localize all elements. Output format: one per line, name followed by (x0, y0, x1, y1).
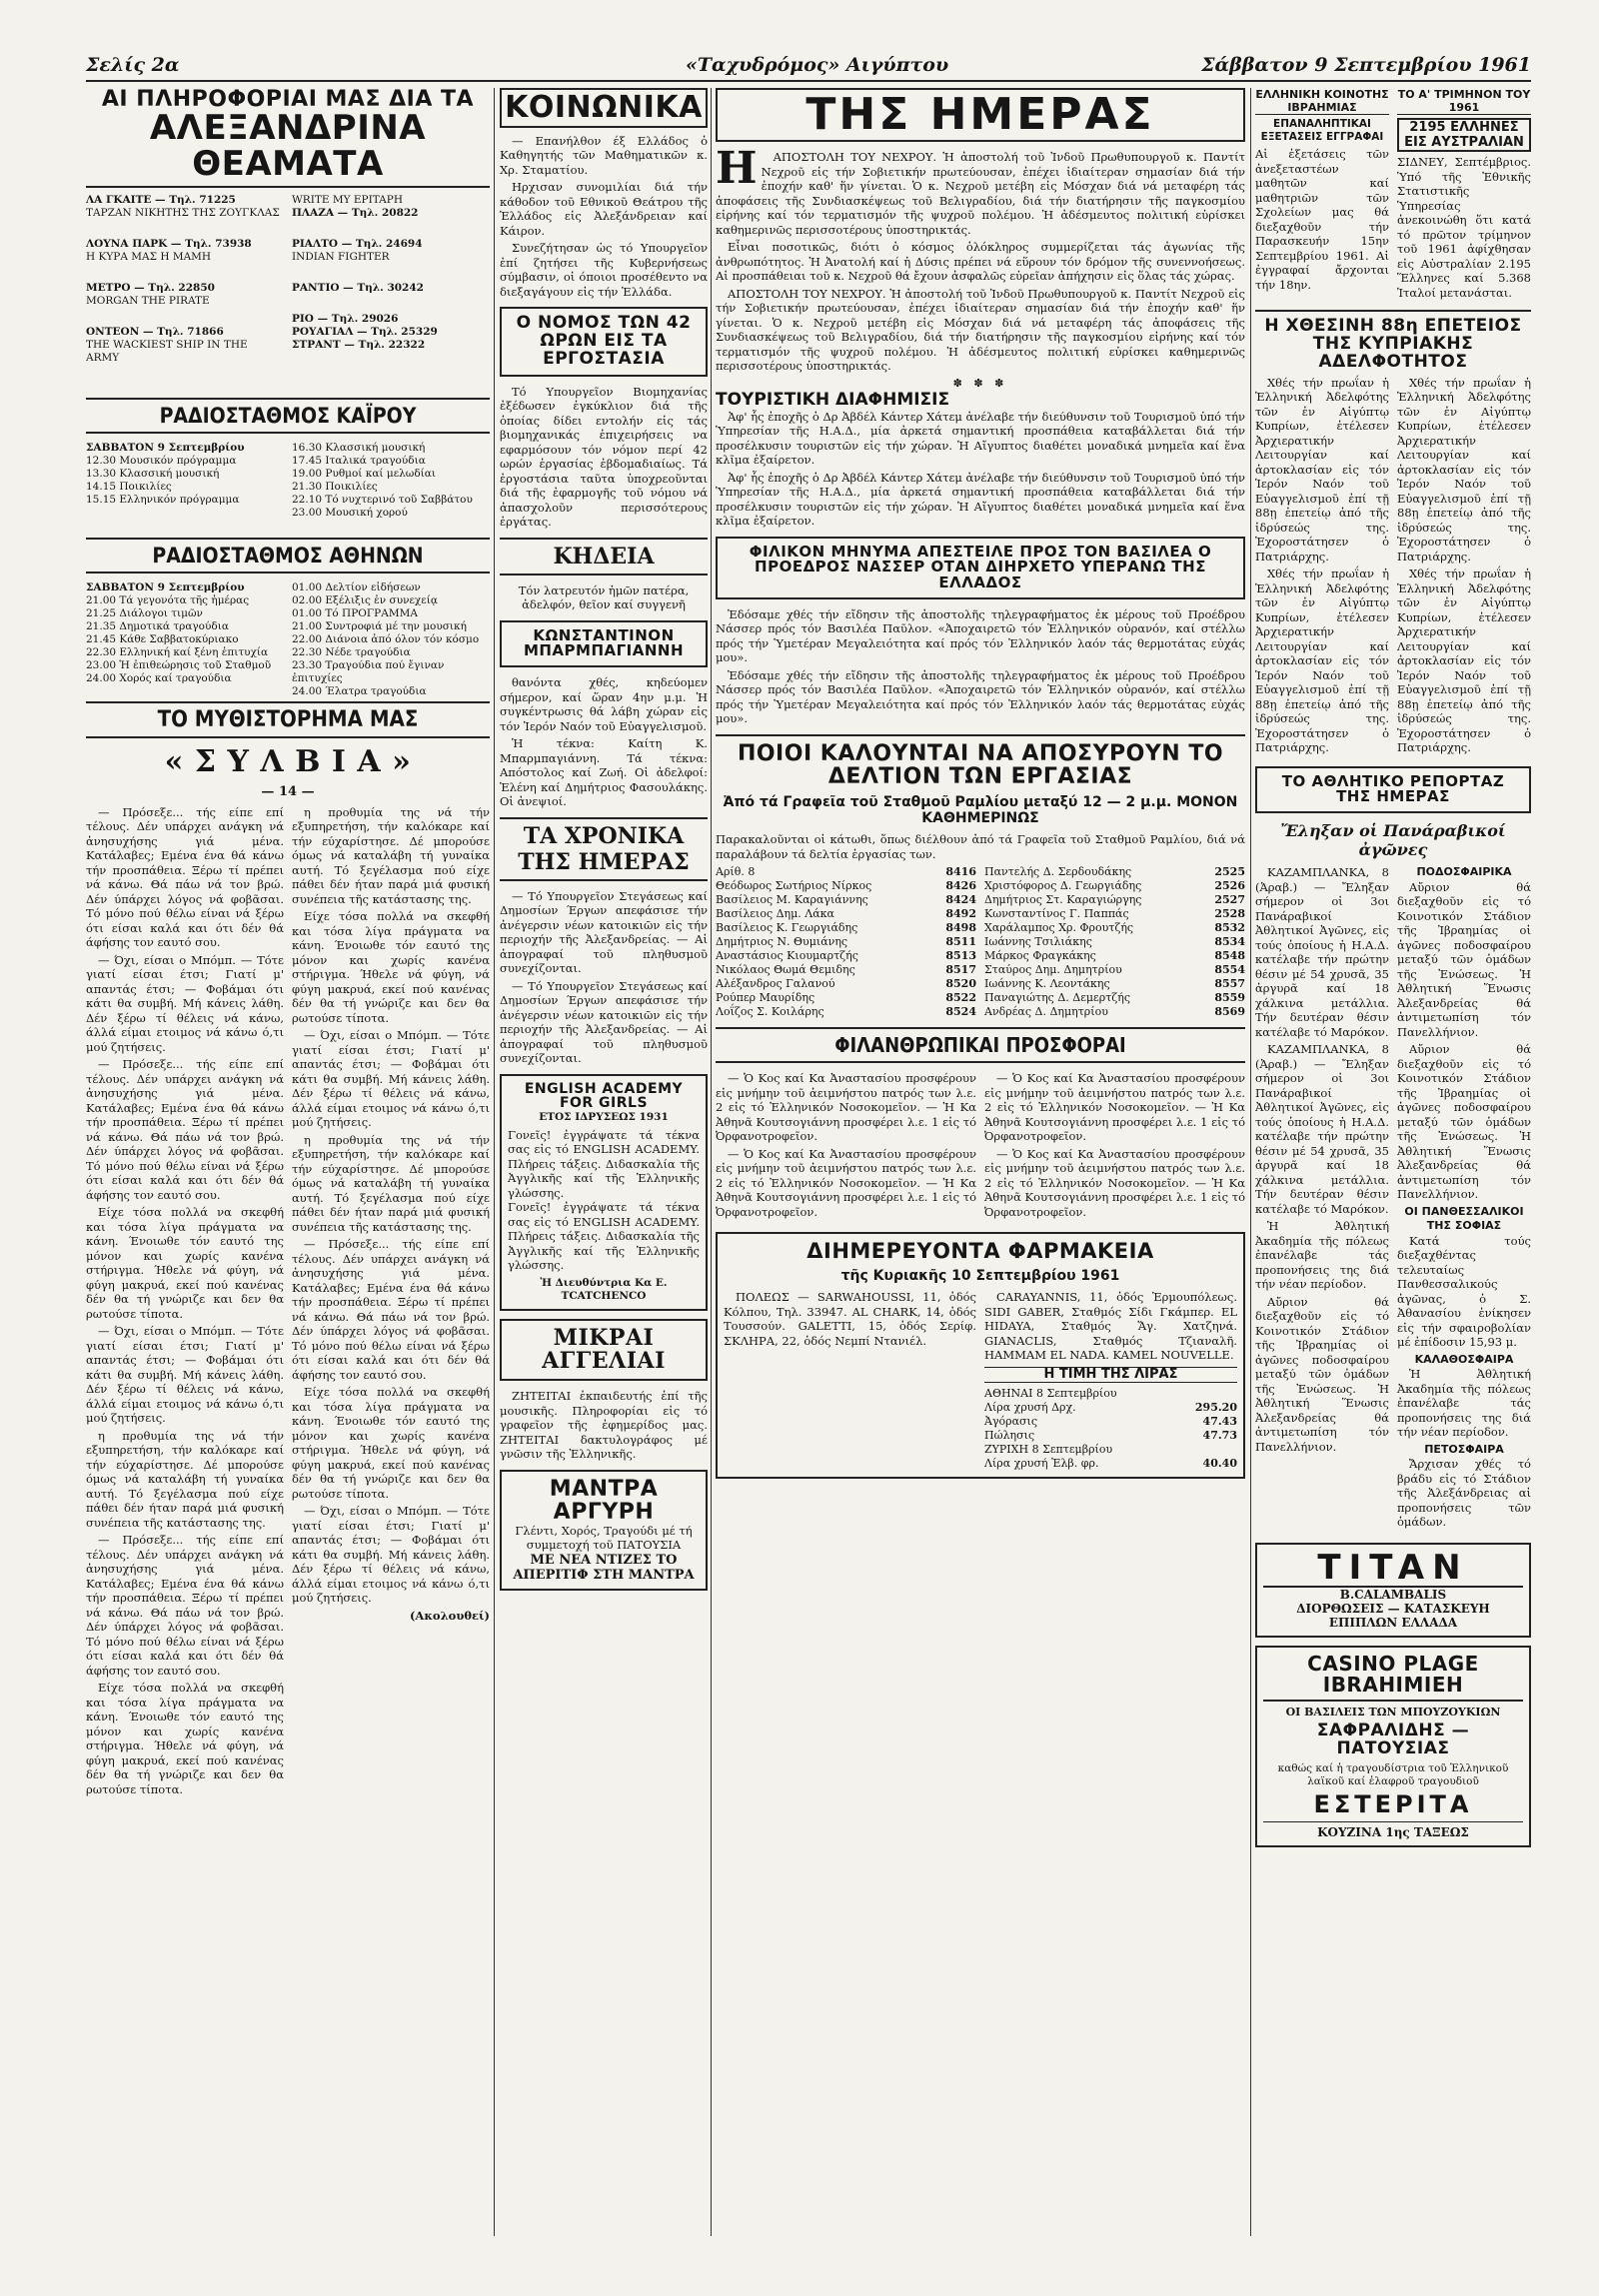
novel-column-left (86, 805, 284, 1800)
novel-section-title: ΤΟ ΜΥΘΙΣΤΟΡΗΜΑ ΜΑΣ (86, 701, 490, 738)
pound-price-row-value: 295.20 (1194, 1401, 1237, 1415)
cinema-entry: ΤΑΡΖΑΝ ΝΙΚΗΤΗΣ ΤΗΣ ΖΟΥΓΚΛΑΣ (86, 207, 280, 220)
sports-paragraph: Αὔριον θά διεξαχθοῦν εἰς τό Κοινοτικόν Στάδιον τῆς Ἰβραημίας οἱ ἀγῶνες ποδοσφαίρου μεταξύ τῶν ὁμάδων τῆς Ἐνώσεως. Ἡ Ἀθλητική Ἕνωσις Ἀλεξανδρείας θά ἀντιμετωπίση τόν Πανελλήνιον. (1255, 1294, 1389, 1454)
radio-cairo-schedule (86, 442, 490, 530)
cyprus-paragraph: Χθές τήν πρωΐαν ἡ Ἑλληνική Ἀδελφότης τῶν ἐν Αἰγύπτῳ Κυπρίων, ἐτέλεσεν Ἀρχιερατικήν Λειτουργίαν καί ἀρτοκλασίαν εἰς τόν Ἱερόν Ναόν τοῦ Εὐαγγελισμοῦ ἐπί τῇ 88ῃ ἐπετείῳ ἀπό τῆς ἱδρύσεώς της. Ἐχοροστάτησεν ὁ Πατριάρχης. (1255, 375, 1389, 564)
worker-row (716, 977, 976, 991)
sports-paragraph: Αὔριον θά διεξαχθοῦν εἰς τό Κοινοτικόν Στάδιον τῆς Ἰβραημίας οἱ ἀγῶνες ποδοσφαίρου μεταξύ τῶν ὁμάδων τῆς Ἐνώσεως. Ἡ Ἀθλητική Ἕνωσις Ἀλεξανδρείας θά ἀντιμετωπίση τόν Πανελλήνιον. (1397, 1042, 1531, 1202)
titan-ad (1255, 1543, 1531, 1639)
novel-paragraph: η προθυμία της νά τήν εξυπηρετήση, τήν καλόκαρε καί τήν εύχαρίστησε. Δέ μπορούσε όμως νά καταλάβη τή γυναίκα αυτή. Τό ξεγέλασμα πού είχε πάθει δέν ήταν παρά μιά φυσική συνέπεια τῆς κατάστασης της. (86, 1428, 284, 1530)
sports-paragraph: Αὔριον θά διεξαχθοῦν εἰς τό Κοινοτικόν Στάδιον τῆς Ἰβραημίας οἱ ἀγῶνες ποδοσφαίρου μεταξύ τῶν ὁμάδων τῆς Ἐνώσεως. Ἡ Ἀθλητική Ἕνωσις Ἀλεξανδρείας θά ἀντιμετωπίση τόν Πανελλήνιον. (1397, 879, 1531, 1039)
sports-paragraph: Κατά τούς διεξαχθέντας τελευταίως Πανθεσσαλικούς ἀγῶνας, ὁ Σ. Ἀθανασίου ἐνίκησεν εἰς τήν σφαιροβολίαν μέ ἐπίδοσιν 15,93 μ. (1397, 1233, 1531, 1350)
law-paragraph: Τό Υπουργεῖον Βιομηχανίας ἐξέδωσεν ἐγκύκλιον διά τῆς ὁποίας δίδει εντολήν εἰς τάς βιομηχανικάς ἐπιχειρήσεις να εφαρμόσουν τόν νόμον περί 42 ωρών ἐργασίας ἐβδομαδιαίως. Τά ἐργοστάσια ταῦτα ὑποχρεοῦνται διά τῆς ἐφαρμογῆς τοῦ νόμου νά ἀπασχολοῦν περισσότερους ἐργάτας. (500, 384, 708, 530)
charity-title: ΦΙΛΑΝΘΡΩΠΙΚΑΙ ΠΡΟΣΦΟΡΑΙ (716, 1027, 1245, 1063)
novel-part: — 14 — (261, 783, 315, 799)
worker-row-label: Παναγιώτης Δ. Δεμερτζής (984, 991, 1131, 1005)
worker-row-value: 8513 (945, 949, 976, 963)
australia-news (1397, 88, 1531, 300)
worker-row-label: Παντελής Δ. Σερδουδάκης (984, 865, 1132, 879)
social-title: ΚΟΙΝΩΝΙΚΑ (500, 88, 708, 128)
worker-row-label: Χριστόφορος Δ. Γεωργιάδης (984, 879, 1142, 893)
worker-row-value: 8554 (1214, 963, 1245, 977)
pound-price-row-label: Ἀγόρασις (984, 1415, 1038, 1429)
headline-theatres: ΑΛΕΞΑΝΔΡΙΝΑ ΘΕΑΜΑΤΑ (86, 111, 490, 188)
cyprus-paragraph: Χθές τήν πρωΐαν ἡ Ἑλληνική Ἀδελφότης τῶν ἐν Αἰγύπτῳ Κυπρίων, ἐτέλεσεν Ἀρχιερατικήν Λειτουργίαν καί ἀρτοκλασίαν εἰς τόν Ἱερόν Ναόν τοῦ Εὐαγγελισμοῦ ἐπί τῇ 88ῃ ἐπετείῳ ἀπό τῆς ἱδρύσεώς της. Ἐχοροστάτησεν ὁ Πατριάρχης. (1397, 375, 1531, 564)
charity-paragraph: — Ὁ Κος καί Κα Ἀναστασίου προσφέρουν εἰς μνήμην τοῦ ἀειμνήστου πατρός των λ.ε. 2 εἰς τό Ἑλληνικόν Νοσοκομεῖον. — Ἡ Κα Ἀθηνᾶ Κουτσογιάννη προσφέρει λ.ε. 1 εἰς τό Ὀρφανοτροφεῖον. (984, 1146, 1245, 1219)
radio-item: 19.00 Ρυθμοί καί μελωδίαι (292, 468, 437, 481)
worker-row-label: Σταύρος Δημ. Δημητρίου (984, 963, 1122, 977)
worker-row-value: 8492 (945, 907, 976, 921)
radio-cairo-left (86, 442, 284, 530)
sports-left (1255, 865, 1389, 1533)
english-academy-title: ENGLISH ACADEMY FOR GIRLS (524, 1080, 684, 1112)
australia-text: ΣΙΔΝΕΥ, Σεπτέμβριος. Ὑπό τῆς Ἐθνικῆς Στατιστικῆς Ὑπηρεσίας ἀνεκοινώθη ὅτι κατά τό πρῶτον τρίμηνον τοῦ 1961 ἀφίχθησαν εἰς Αὐστραλίαν 2.195 Ἕλληνες καί 5.368 Ἰταλοί μετανάσται. (1397, 155, 1531, 300)
radio-athens-left (86, 581, 284, 693)
novel-paragraph: Είχε τόσα πολλά να σκεφθή και τόσα λίγα πράγματα να κάνη. Ένοιωθε τόν εαυτό της μόνον και χωρίς κανένα στήριγμα. Ήθελε νά φύγη, νά φύγη μακρυά, εκεί πού κανένας δέν θα τή γνώριζε και δεν θα ρωτούσε τίποτα. (86, 1205, 284, 1321)
worker-row (716, 907, 976, 921)
pound-price-title: Η ΤΙΜΗ ΤΗΣ ΛΙΡΑΣ (984, 1367, 1237, 1384)
titan-text: ΔΙΟΡΘΩΣΕΙΣ — ΚΑΤΑΣΚΕΥΗ ΕΠΙΠΛΩΝ ΕΛΛΑΔΑ (1296, 1602, 1490, 1631)
worker-row-value: 8498 (945, 921, 976, 935)
radio-item: 21.35 Δημοτικά τραγούδια (86, 620, 229, 633)
worker-row-value: 8520 (945, 977, 976, 991)
casino-ad (1255, 1646, 1531, 1847)
worker-row-value: 8534 (1214, 935, 1245, 949)
mandra-text: Γλέντι, Χορός, Τραγούδι μέ τή συμμετοχή τοῦ ΠΑΤΟΥΣΙΑ (515, 1523, 693, 1553)
worker-row-value: 2525 (1214, 865, 1245, 879)
sports-headline: ΤΟ ΑΘΛΗΤΙΚΟ ΡΕΠΟΡΤΑΖ ΤΗΣ ΗΜΕΡΑΣ (1255, 766, 1531, 814)
worker-row-label: Αλέξανδρος Γαλανού (716, 977, 835, 991)
pound-price-row-value: 47.43 (1202, 1415, 1237, 1429)
radio-item: 17.45 Ιταλικά τραγούδια (292, 455, 426, 468)
worker-row-label: Μάρκος Φραγκάκης (984, 949, 1096, 963)
radio-item: 21.00 Συντροφιά μέ την μουσική (292, 620, 467, 633)
english-academy-ad (500, 1074, 708, 1311)
worker-row-label: Ιωάννης Τσιλιάκης (984, 935, 1092, 949)
workers-list (716, 865, 1245, 1019)
worker-row (716, 1005, 976, 1019)
tourism-paragraph: Ἀφ' ἧς ἐποχῆς ὁ Δρ Ἀβδέλ Κάντερ Χάτεμ ἀνέλαβε τήν διεύθυνσιν τοῦ Τουρισμοῦ ὑπό τήν Ὑπηρεσίαν τῆς Η.Α.Δ., μία ἀρκετά σημαντική προσπάθεια καταβάλλεται διά τήν προσέλκυσιν τουριστῶν εἰς τήν χώραν. Ἡ Αἴγυπτος διαθέτει μοναδικά μνημεῖα καί ἕνα κλῖμα ἐξαίρετον. (716, 470, 1245, 529)
worker-row-label: Δημήτριος Στ. Καραγιώργης (984, 893, 1142, 907)
law-headline: Ο ΝΟΜΟΣ ΤΩΝ 42 ΩΡΩΝ ΕΙΣ ΤΑ ΕΡΓΟΣΤΑΣΙΑ (500, 307, 708, 377)
worker-row-label: Χαράλαμπος Χρ. Φρουτζής (984, 921, 1134, 935)
pharmacy-paragraph: ΠΟΛΕΩΣ — SARWAHOUSSI, 11, ὁδός Κόλπου, Τηλ. 33947. AL CHARK, 14, ὁδός Τουσσούν. GALETTI, 15, ὁδός Σερίφ. ΣΚΛΗΡΑ, 22, ὁδός Νεμπί Ντανιέλ. (724, 1290, 976, 1348)
radio-item: 15.15 Ελληνικόν πρόγραμμα (86, 494, 240, 507)
nasser-paragraph: Ἐδόσαμε χθές τήν εἴδησιν τῆς ἀποστολῆς τηλεγραφήματος ἐκ μέρους τοῦ Προέδρου Νάσσερ πρός τόν Βασιλέα Παῦλον. «Ἀποχαιρετῶ τόν Ἑλληνικόν οὐρανόν, καί στέλλω πρός τήν Ὑμετέραν Μεγαλειότητα καί πρός τόν Ἑλληνικόν λαόν τάς θερμοτάτας εὐχάς μου». (716, 606, 1245, 665)
worker-row (984, 893, 1245, 907)
worker-row (984, 977, 1245, 991)
cinema-entry: ΠΛΑΖΑ — Τηλ. 20822 (292, 207, 419, 220)
radio-item: 21.00 Τά γεγονότα τῆς ἡμέρας (86, 594, 250, 607)
sports-paragraph: Ἡ Ἀθλητική Ἀκαδημία τῆς πόλεως ἐπανέλαβε τάς προπονήσεις της διά τήν νέαν περίοδον. (1397, 1367, 1531, 1440)
novel-paragraph: — Όχι, είσαι ο Μπόμπ. — Τότε γιατί είσαι έτσι; Γιατί μ' απαντάς έτσι; — Φοβάμαι ότι κάτι θα συμβή. Μή κάνεις λάθη. Δέν ξέρω τί θέλεις νά κάνω, άλλά είμαι ετοιμος νά κάνω ό,τι μού ζητήσεις. (292, 1028, 490, 1130)
ibrahimia-community (1255, 88, 1389, 300)
cinema-entry: ΛΑ ΓΚΑΙΤΕ — Τηλ. 71225 (86, 194, 236, 207)
worker-row (984, 865, 1245, 879)
pharmacy-title: ΔΙΗΜΕΡΕΥΟΝΤΑ ΦΑΡΜΑΚΕΙΑ (806, 1239, 1154, 1264)
pharmacy-right (984, 1290, 1237, 1471)
small-ads-title: ΜΙΚΡΑΙ ΑΓΓΕΛΙΑΙ (500, 1319, 708, 1381)
chronicles-paragraph: — Τό Υπουργεῖον Στεγάσεως καί Δημοσίων Έργων απεφάσισε τήν ἀνέγερσιν νέων κατοικιῶν εἰς τήν περιοχήν τῆς Ἀλεξανδρείας. — Αἱ ἀπογραφαί τοῦ πληθυσμοῦ συνεχίζονται. (500, 888, 708, 976)
english-academy-text: Γονεῖς! ἐγγράψατε τά τέκνα σας εἰς τό ENGLISH ACADEMY. Πλήρεις τάξεις. Διδασκαλία τῆς Ἀγγλικῆς καί τῆς Ἑλληνικῆς γλώσσης. (508, 1127, 700, 1200)
radio-item: ΣΑΒΒΑΤΟΝ 9 Σεπτεμβρίου (86, 581, 245, 594)
worker-row-value: 8559 (1214, 991, 1245, 1005)
worker-row (984, 935, 1245, 949)
radio-item: 21.45 Κάθε Σαββατοκύριακο (86, 633, 239, 646)
charity-paragraph: — Ὁ Κος καί Κα Ἀναστασίου προσφέρουν εἰς μνήμην τοῦ ἀειμνήστου πατρός των λ.ε. 2 εἰς τό Ἑλληνικόν Νοσοκομεῖον. — Ἡ Κα Ἀθηνᾶ Κουτσογιάννη προσφέρει λ.ε. 1 εἰς τό Ὀρφανοτροφεῖον. (984, 1071, 1245, 1144)
novel-paragraph: — Πρόσεξε... τής είπε επί τέλους. Δέν υπάρχει ανάγκη νά ἀνησυχήσης γιά μένα. Κατάλαβες; Εμένα ένα θά κάνω τήν προσπάθεια. Ξέρω τί πρέπει νά κάνω. Θά πάω νά τον βρώ. Δέν ύπάρχει λόγος νά φοβᾶσαι. Τό μόνο πού θέλω είναι νά ξέρω ότι είσαι καλά και ότι δέν θά άφήσης τον εαυτό σου. (292, 1237, 490, 1382)
law-body (500, 385, 708, 530)
sports-right (1397, 865, 1531, 1533)
radio-item: 23.00 Ἡ ἐπιθεώρησις τοῦ Σταθμοῦ (86, 659, 272, 672)
tourism-paragraph: Ἀφ' ἧς ἐποχῆς ὁ Δρ Ἀβδέλ Κάντερ Χάτεμ ἀνέλαβε τήν διεύθυνσιν τοῦ Τουρισμοῦ ὑπό τήν Ὑπηρεσίαν τῆς Η.Α.Δ., μία ἀρκετά σημαντική προσπάθεια καταβάλλεται διά τήν προσέλκυσιν τουριστῶν εἰς τήν χώραν. Ἡ Αἴγυπτος διαθέτει μοναδικά μνημεῖα καί ἕνα κλῖμα ἐξαίρετον. (716, 409, 1245, 468)
radio-item: 12.30 Μουσικόν πρόγραμμα (86, 455, 237, 468)
nasser-body (716, 607, 1245, 726)
cinema-listings (86, 194, 490, 390)
worker-row-label: Βασίλειος Κ. Γεωργιάδης (716, 921, 858, 935)
worker-row-value: 2526 (1214, 879, 1245, 893)
cinema-entry: INDIAN FIGHTER (292, 251, 390, 264)
radio-item: 23.30 Τραγούδια πού ἔγιναν ἐπιτυχίες (292, 659, 445, 685)
charity-left (716, 1071, 976, 1222)
funeral-body (500, 675, 708, 809)
worker-row (716, 921, 976, 935)
radio-item: 14.15 Ποικιλίες (86, 481, 172, 494)
funeral-title: ΚΗΔΕΙΑ (500, 538, 708, 575)
cyprus-headline: Η ΧΘΕΣΙΝΗ 88η ΕΠΕΤΕΙΟΣ ΤΗΣ ΚΥΠΡΙΑΚΗΣ ΑΔΕΛΦΟΤΗΤΟΣ (1255, 310, 1531, 372)
worker-row-label: Λοΐζος Σ. Κοιλάρης (716, 1005, 824, 1019)
worker-row-label: Αναστάσιος Κιουμαρτζής (716, 949, 858, 963)
worker-row-value: 8424 (945, 893, 976, 907)
novel-paragraph: — Όχι, είσαι ο Μπόμπ. — Τότε γιατί είσαι έτσι; Γιατί μ' απαντάς έτσι; — Φοβάμαι ότι κάτι θα συμβή. Μή κάνεις λάθη. Δέν ξέρω τί θέλεις νά κάνω, άλλά είμαι ετοιμος νά κάνω ό,τι μού ζητήσεις. (86, 1324, 284, 1426)
radio-item: ΣΑΒΒΑΤΟΝ 9 Σεπτεμβρίου (86, 442, 245, 455)
cinema-entry: WRITE MY EPITAPH (292, 194, 403, 207)
cinema-entry: ΡΙΑΛΤΟ — Τηλ. 24694 (292, 238, 423, 251)
cinema-list-right (292, 194, 490, 390)
running-header (86, 52, 1531, 82)
pharmacy-paragraph: CARAYANNIS, 11, ὁδός Ἑρμουπόλεως. SIDI GABER, Σταθμός Σίδι Γκάμπερ. EL HIDAYA, Σταθμός Ἅγ. Χατζηνά. GIANACLIS, Σταθμός Τζιαναλῆ. HAMMAM EL NADA. KAMEL NOUVELLE. (984, 1290, 1237, 1363)
worker-row (716, 865, 976, 879)
english-academy-year: ΕΤΟΣ ΙΔΡΥΣΕΩΣ 1931 (539, 1110, 669, 1123)
pound-price-row-value: 40.40 (1202, 1457, 1237, 1471)
of-the-day-title: ΤΗΣ ΗΜΕΡΑΣ (716, 88, 1245, 142)
worker-row-value: 8557 (1214, 977, 1245, 991)
mandra-title: ΜΑΝΤΡΑ ΑΡΓΥΡΗ (549, 1476, 659, 1525)
pound-price-row-label: ΑΘΗΝΑΙ 8 Σεπτεμβρίου (984, 1387, 1117, 1401)
social-body (500, 134, 708, 300)
radio-item: 02.00 Εξέλιξις ἐν συνεχείᾳ (292, 594, 438, 607)
casino-subtitle: ΟΙ ΒΑΣΙΛΕΙΣ ΤΩΝ ΜΠΟΥΖΟΥΚΙΩΝ (1285, 1706, 1501, 1720)
cinema-entry: Η ΚΥΡΑ ΜΑΣ Η ΜΑΜΗ (86, 251, 212, 264)
chronicles-body (500, 889, 708, 1066)
radio-item: 21.30 Ποικιλίες (292, 481, 378, 494)
social-paragraph: — Επανήλθον έξ Ελλάδος ὁ Καθηγητής τῶν Μαθηματικῶν κ. Χρ. Σταματίου. (500, 133, 708, 177)
worker-row-value: 8548 (1214, 949, 1245, 963)
novel-paragraph: Είχε τόσα πολλά να σκεφθή και τόσα λίγα πράγματα να κάνη. Ένοιωθε τόν εαυτό της μόνον και χωρίς κανένα στήριγμα. Ήθελε νά φύγη, νά φύγη μακρυά, εκεί πού κανένας δέν θα τή γνώριζε και δεν θα ρωτούσε τίποτα. (86, 1681, 284, 1796)
radio-item: 22.30 Ελληνική καί ξένη ἐπιτυχία (86, 646, 269, 659)
funeral-family: Ἡ τέκνα: Καίτη Κ. Μπαρμπαγιάννη. Τά τέκνα: Απόστολος καί Ζωή. Οἱ ἀδελφοί: Ἑλένη καί Δημήτριος Φασουλάκης. Οἱ ἀνεψιοί. (500, 736, 708, 809)
article-paragraph: Εἶναι ποσοτικῶς, διότι ὁ κόσμος ὁλόκληρος συμμερίζεται τάς ἀγωνίας τῆς ἀνθρωπότητος. Ἡ Ἀνατολή καί ἡ Δύσις πρέπει νά εὕρουν τόν δρόμον τῆς συνεννοήσεως. Αἱ προσπάθειαι τοῦ κ. Νεχροῦ θά ἔχουν ἀσφαλῶς εὐρεῖαν ἀπήχησιν εἰς ὅλας τάς χώρας. (716, 240, 1245, 284)
social-paragraph: Ηρχισαν συνομιλίαι διά τήν κάθοδον τοῦ Εθνικοῦ Θεάτρου τῆς Ἑλλάδος εἰς Ἀλεξάνδρειαν καί Κάιρον. (500, 180, 708, 238)
separator: ✽ ✽ ✽ (952, 376, 1008, 390)
cyprus-paragraph: Χθές τήν πρωΐαν ἡ Ἑλληνική Ἀδελφότης τῶν ἐν Αἰγύπτῳ Κυπρίων, ἐτέλεσεν Ἀρχιερατικήν Λειτουργίαν καί ἀρτοκλασίαν εἰς τόν Ἱερόν Ναόν τοῦ Εὐαγγελισμοῦ ἐπί τῇ 88ῃ ἐπετείῳ ἀπό τῆς ἱδρύσεώς της. Ἐχοροστάτησεν ὁ Πατριάρχης. (1255, 567, 1389, 755)
worker-row (716, 893, 976, 907)
novel-paragraph: — Πρόσεξε... τής είπε επί τέλους. Δέν υπάρχει ανάγκη νά ἀνησυχήσης γιά μένα. Κατάλαβες; Εμένα ένα θά κάνω τήν προσπάθεια. Ξέρω τί πρέπει νά κάνω. Θά πάω νά τον βρώ. Δέν ύπάρχει λόγος νά φοβᾶσαι. Τό μόνο πού θέλω είναι νά ξέρω ότι είσαι καλά και ότι δέν θά άφήσης τον εαυτό σου. (86, 1057, 284, 1202)
pound-price-row (984, 1443, 1237, 1457)
cinema-entry: ΡΟΥΑΓΙΑΛ — Τηλ. 25329 (292, 326, 438, 339)
worker-row-value: 8569 (1214, 1005, 1245, 1019)
funeral-intro: Τόν λατρευτόν ἡμῶν πατέρα, ἀδελφόν, θεῖον καί συγγενῆ (518, 582, 690, 612)
novel-paragraph: — Όχι, είσαι ο Μπόμπ. — Τότε γιατί είσαι έτσι; Γιατί μ' απαντάς έτσι; — Φοβάμαι ότι κάτι θα συμβή. Μή κάνεις λάθη. Δέν ξέρω τί θέλεις νά κάνω, άλλά είμαι ετοιμος νά κάνω ό,τι μού ζητήσεις. (292, 1504, 490, 1606)
cyprus-right (1397, 376, 1531, 758)
cyprus-paragraph: Χθές τήν πρωΐαν ἡ Ἑλληνική Ἀδελφότης τῶν ἐν Αἰγύπτῳ Κυπρίων, ἐτέλεσεν Ἀρχιερατικήν Λειτουργίαν καί ἀρτοκλασίαν εἰς τόν Ἱερόν Ναόν τοῦ Εὐαγγελισμοῦ ἐπί τῇ 88ῃ ἐπετείῳ ἀπό τῆς ἱδρύσεώς της. Ἐχοροστάτησεν ὁ Πατριάρχης. (1397, 567, 1531, 755)
radio-item: 24.00 Έλατρα τραγούδια (292, 685, 427, 698)
worker-row-label: Δημήτριος Ν. Θυμιάνης (716, 935, 848, 949)
radio-item: 24.00 Χορός καί τραγούδια (86, 672, 232, 685)
sports-paragraph: Ἡ Ἀθλητική Ἀκαδημία τῆς πόλεως ἐπανέλαβε τάς προπονήσεις της διά τήν νέαν περίοδον. (1255, 1219, 1389, 1292)
worker-row (984, 907, 1245, 921)
radio-athens-right (292, 581, 490, 698)
charity-paragraph: — Ὁ Κος καί Κα Ἀναστασίου προσφέρουν εἰς μνήμην τοῦ ἀειμνήστου πατρός των λ.ε. 2 εἰς τό Ἑλληνικόν Νοσοκομεῖον. — Ἡ Κα Ἀθηνᾶ Κουτσογιάννη προσφέρει λ.ε. 1 εἰς τό Ὀρφανοτροφεῖον. (716, 1071, 976, 1144)
funeral-name: ΚΩΝΣΤΑΝΤΙΝΟΝ ΜΠΑΡΜΠΑΓΙΑΝΝΗ (500, 620, 708, 668)
column-rule (494, 88, 495, 2236)
workers-list-right (984, 865, 1245, 1019)
pound-price-row-label: Λίρα χρυσή Δρχ. (984, 1401, 1076, 1415)
sports-subsection-title: ΚΑΛΑΘΟΣΦΑΙΡΑ (1414, 1352, 1514, 1366)
sports-subsection-title: ΠΕΤΟΣΦΑΙΡΑ (1424, 1442, 1504, 1456)
headline-info: ΑΙ ΠΛΗΡΟΦΟΡΙΑΙ ΜΑΣ ΔΙΑ ΤΑ (101, 88, 475, 112)
nasser-headline: ΦΙΛΙΚΟΝ ΜΗΝΥΜΑ ΑΠΕΣΤΕΙΛΕ ΠΡΟΣ ΤΟΝ ΒΑΣΙΛΕΑ Ο ΠΡΟΕΔΡΟΣ ΝΑΣΣΕΡ ΟΤΑΝ ΔΙΗΡΧΕΤΟ ΥΠΕΡΑΝΩ ΤΗΣ ΕΛΛΑΔΟΣ (716, 537, 1245, 599)
column-of-the-day (716, 88, 1245, 1487)
cinema-entry: ΟΝΤΕΟΝ — Τηλ. 71866 (86, 326, 224, 339)
novel-column-right (292, 805, 490, 1800)
casino-artists: ΣΑΦΡΑΛΙΔΗΣ — ΠΑΤΟΥΣΙΑΣ (1316, 1721, 1470, 1759)
small-ads-body (500, 1389, 708, 1462)
worker-row-label: Ανδρέας Δ. Δημητρίου (984, 1005, 1108, 1019)
worker-row-value: 8517 (945, 963, 976, 977)
pound-price-row (984, 1457, 1237, 1471)
charity-right (984, 1071, 1245, 1222)
worker-row-label: Αρίθ. 8 (716, 865, 756, 879)
pound-price-row-label: ΖΥΡΙΧΗ 8 Σεπτεμβρίου (984, 1443, 1113, 1457)
nehru-article (716, 143, 1245, 374)
pharmacy-list (724, 1290, 1237, 1471)
dropcap: Η (716, 143, 758, 195)
worker-row-value: 2528 (1214, 907, 1245, 921)
newspaper-name: «Ταχυδρόμος» Αιγύπτου (686, 54, 949, 76)
worker-row (984, 963, 1245, 977)
mandra-sub: ΜΕ ΝΕΑ ΝΤΙΖΕΣ ΤΟ ΑΠΕΡΙΤΙΦ ΣΤΗ ΜΑΝΤΡΑ (513, 1552, 695, 1583)
novel-paragraph: η προθυμία της νά τήν εξυπηρετήση, τήν καλόκαρε καί τήν εύχαρίστησε. Δέ μπορούσε όμως νά καταλάβη τή γυναίκα αυτή. Τό ξεγέλασμα πού είχε πάθει δέν ήταν παρά μιά φυσική συνέπεια τῆς κατάστασης της. (292, 804, 490, 906)
novel-paragraph: — Όχι, είσαι ο Μπόμπ. — Τότε γιατί είσαι έτσι; Γιατί μ' απαντάς έτσι; — Φοβάμαι ότι κάτι θα συμβή. Μή κάνεις λάθη. Δέν ξέρω τί θέλεις νά κάνω, άλλά είμαι ετοιμος νά κάνω ό,τι μού ζητήσεις. (86, 952, 284, 1054)
radio-item: 01.00 Δελτίον εἰδήσεων (292, 581, 421, 594)
nasser-paragraph: Ἐδόσαμε χθές τήν εἴδησιν τῆς ἀποστολῆς τηλεγραφήματος ἐκ μέρους τοῦ Προέδρου Νάσσερ πρός τόν Βασιλέα Παῦλον. «Ἀποχαιρετῶ τόν Ἑλληνικόν οὐρανόν, καί στέλλω πρός τήν Ὑμετέραν Μεγαλειότητα καί πρός τόν Ἑλληνικόν λαόν τάς θερμοτάτας εὐχάς μου». (716, 667, 1245, 726)
novel-body (86, 805, 490, 1800)
tourism-title: ΤΟΥΡΙΣΤΙΚΗ ΔΙΑΦΗΜΙΣΙΣ (716, 389, 950, 410)
column-rule (711, 88, 712, 2236)
titan-owner: B.CALAMBALIS (1339, 1588, 1447, 1603)
ibrahimia-title: ΕΛΛΗΝΙΚΗ ΚΟΙΝΟΤΗΣ ΙΒΡΑΗΜΙΑΣ (1255, 88, 1389, 114)
mandra-ad (500, 1470, 708, 1591)
pound-price-rows (984, 1387, 1237, 1471)
ibrahimia-text: Αἱ ἐξετάσεις τῶν ἀνεξεταστέων μαθητῶν καί μαθητριῶν τῶν Σχολείων μας θά διεξαχθοῦν τήν Παρασκευήν 15ην Σεπτεμβρίου 1961. Αἱ ἐγγραφαί ἄρχονται τήν 18ην. (1255, 147, 1389, 292)
radio-item: 13.30 Κλασσική μουσική (86, 468, 220, 481)
radio-item: 22.10 Τό νυχτερινό τοῦ Σαββάτου (292, 494, 473, 507)
sports-subsection-title: ΟΙ ΠΑΝΘΕΣΣΑΛΙΚΟΙ ΤΗΣ ΣΟΦΙΑΣ (1404, 1204, 1524, 1233)
worker-row (984, 991, 1245, 1005)
sports-paragraph: ΚΑΖΑΜΠΛΑΝΚΑ, 8 (Ἀραβ.) — Ἔληξαν σήμερον οἱ 3οι Πανάραβικοί Ἀθλητικοί Ἀγῶνες, εἰς τούς ὁποίους ἡ Η.Α.Δ. κατέλαβε τήν πρώτην θέσιν μέ 54 χρυσᾶ, 35 ἀργυρᾶ καί 18 χάλκινα μετάλλια. Τήν δευτέραν θέσιν κατέλαβε τό Μαρόκον. (1255, 865, 1389, 1039)
casino-star: ΕΣΤΕΡΙΤΑ (1313, 1789, 1473, 1818)
radio-item: 21.25 Διάλογοι τιμῶν (86, 607, 203, 620)
worker-row (716, 935, 976, 949)
titan-title: TITAN (1263, 1551, 1523, 1589)
novel-paragraph: — Πρόσεξε... τής είπε επί τέλους. Δέν υπάρχει ανάγκη νά ἀνησυχήσης γιά μένα. Κατάλαβες; Εμένα ένα θά κάνω τήν προσπάθεια. Ξέρω τί πρέπει νά κάνω. Θά πάω νά τον βρώ. Δέν ύπάρχει λόγος νά φοβᾶσαι. Τό μόνο πού θέλω είναι νά ξέρω ότι είσαι καλά και ότι δέν θά άφήσης τον εαυτό σου. (86, 1533, 284, 1678)
pound-price-row-value: 47.73 (1202, 1429, 1237, 1443)
australia-sub: 2195 ΕΛΛΗΝΕΣ ΕΙΣ ΑΥΣΤΡΑΛΙΑΝ (1397, 118, 1531, 152)
radio-athens-schedule (86, 581, 490, 698)
tourism-body (716, 410, 1245, 529)
radio-cairo-right (292, 442, 490, 530)
top-boxes (1255, 88, 1531, 300)
charity-paragraph: — Ὁ Κος καί Κα Ἀναστασίου προσφέρουν εἰς μνήμην τοῦ ἀειμνήστου πατρός των λ.ε. 2 εἰς τό Ἑλληνικόν Νοσοκομεῖον. — Ἡ Κα Ἀθηνᾶ Κουτσογιάννη προσφέρει λ.ε. 1 εἰς τό Ὀρφανοτροφεῖον. (716, 1146, 976, 1219)
worker-row-label: Ρούπερ Μαυρίδης (716, 991, 815, 1005)
casino-footer: ΚΟΥΖΙΝΑ 1ης ΤΑΞΕΩΣ (1263, 1821, 1523, 1839)
worker-row (984, 879, 1245, 893)
worker-row-value: 8426 (945, 879, 976, 893)
column-entertainment (86, 88, 490, 1799)
pound-price-row (984, 1429, 1237, 1443)
ibrahimia-sub: ΕΠΑΝΑΛΗΠΤΙΚΑΙ ΕΞΕΤΑΣΕΙΣ ΕΓΓΡΑΦΑΙ (1260, 118, 1384, 143)
sports-paragraph: ΚΑΖΑΜΠΛΑΝΚΑ, 8 (Ἀραβ.) — Ἔληξαν σήμερον οἱ 3οι Πανάραβικοί Ἀθλητικοί Ἀγῶνες, εἰς τούς ὁποίους ἡ Η.Α.Δ. κατέλαβε τήν πρώτην θέσιν μέ 54 χρυσᾶ, 35 ἀργυρᾶ καί 18 χάλκινα μετάλλια. Τήν δευτέραν θέσιν κατέλαβε τό Μαρόκον. (1255, 1042, 1389, 1216)
pharmacy-box (716, 1232, 1245, 1479)
cinema-entry: ΣΤΡΑΝΤ — Τηλ. 22322 (292, 339, 426, 352)
novel-paragraph: η προθυμία της νά τήν εξυπηρετήση, τήν καλόκαρε καί τήν εύχαρίστησε. Δέ μπορούσε όμως νά καταλάβη τή γυναίκα αυτή. Τό ξεγέλασμα πού είχε πάθει δέν ήταν παρά μιά φυσική συνέπεια τῆς κατάστασης της. (292, 1132, 490, 1234)
workers-headline: ΠΟΙΟΙ ΚΑΛΟΥΝΤΑΙ ΝΑ ΑΠΟΣΥΡΟΥΝ ΤΟ ΔΕΛΤΙΟΝ ΤΩΝ ΕΡΓΑΣΙΑΣ (716, 734, 1245, 788)
worker-row (716, 963, 976, 977)
workers-intro: Παρακαλοῦνται οἱ κάτωθι, ὅπως διέλθουν ἀπό τά Γραφεῖα τοῦ Σταθμοῦ Ραμλίου, διά νά παραλάβουν τά δελτία ἐργασίας των. (716, 832, 1245, 861)
worker-row-value: 8532 (1214, 921, 1245, 935)
english-academy-sign: Ἡ Διευθύντρια Κα E. TCATCHENCO (540, 1276, 668, 1302)
worker-row-value: 2527 (1214, 893, 1245, 907)
pharmacy-date: τῆς Κυριακῆς 10 Σεπτεμβρίου 1961 (840, 1268, 1120, 1285)
workers-list-left (716, 865, 976, 1019)
radio-cairo-title: ΡΑΔΙΟΣΤΑΘΜΟΣ ΚΑΪΡΟΥ (86, 398, 490, 434)
novel-continued: (Ακολουθεί) (409, 1608, 490, 1623)
worker-row (984, 1005, 1245, 1019)
column-community-sports (1255, 88, 1531, 1855)
worker-row-label: Ιωάννης Κ. Λεοντάκης (984, 977, 1110, 991)
article-paragraph: ΑΠΟΣΤΟΛΗ ΤΟΥ ΝΕΧΡΟΥ. Ἡ ἀποστολή τοῦ Ἰνδοῦ Πρωθυπουργοῦ κ. Παντίτ Νεχροῦ εἰς τήν Σοβιετικήν πρωτεύουσαν, ἐπέχει ἰδιαίτεραν σημασίαν διά τήν ἐποχήν καθ' ἥν γίνεται. Ὁ κ. Νεχροῦ μετέβη εἰς Μόσχαν διά νά μεταφέρη τάς ἀποφάσεις τῆς Συνδιασκέψεως τοῦ Βελιγραδίου, διά τήν διατήρησιν τῆς παγκοσμίου εἰρήνης καί τόν τερματισμόν τῆς ψυχροῦ πολέμου. Ἡ ἀδέσμευτος πολιτική εὑρίσκει καθημερινῶς περισσοτέρους ὑποστηρικτάς. (716, 286, 1245, 374)
worker-row-label: Βασίλειος Δημ. Λάκα (716, 907, 834, 921)
issue-date: Σάββατον 9 Σεπτεμβρίου 1961 (1201, 54, 1531, 76)
radio-athens-title: ΡΑΔΙΟΣΤΑΘΜΟΣ ΑΘΗΝΩΝ (86, 538, 490, 574)
cinema-entry: THE WACKIEST SHIP IN THE ARMY (86, 339, 248, 365)
radio-item: 01.00 Τό ΠΡΟΓΡΑΜΜΑ (292, 607, 418, 620)
worker-row-value: 8522 (945, 991, 976, 1005)
casino-title: CASINO PLAGE IBRAHIMIEH (1263, 1654, 1523, 1702)
column-rule (1250, 88, 1251, 2236)
worker-row-label: Κωνσταντίνος Γ. Παππάς (984, 907, 1129, 921)
page-number: Σελίς 2α (86, 54, 180, 76)
sports-body (1255, 865, 1531, 1533)
article-paragraph: ΑΠΟΣΤΟΛΗ ΤΟΥ ΝΕΧΡΟΥ. Ἡ ἀποστολή τοῦ Ἰνδοῦ Πρωθυπουργοῦ κ. Παντίτ Νεχροῦ εἰς τήν Σοβιετικήν πρωτεύουσαν, ἐπέχει ἰδιαίτεραν σημασίαν διά τήν ἐποχήν καθ' ἥν γίνεται. Ὁ κ. Νεχροῦ μετέβη εἰς Μόσχαν διά νά μεταφέρη τάς ἀποφάσεις τῆς Συνδιασκέψεως τοῦ Βελιγραδίου, διά τήν διατήρησιν τῆς παγκοσμίου εἰρήνης καί τόν τερματισμόν τῆς ψυχροῦ πολέμου. Ἡ ἀδέσμευτος πολιτική εὑρίσκει καθημερινῶς περισσοτέρους ὑποστηρικτάς. (716, 150, 1245, 237)
radio-item: 23.00 Μουσική χορού (292, 507, 408, 520)
cinema-list-left (86, 194, 284, 390)
worker-row (984, 921, 1245, 935)
pound-price-row-label: Πώλησις (984, 1429, 1035, 1443)
funeral-paragraph: θανόντα χθές, κηδεύομεν σήμερον, καί ὥραν 4ην μ.μ. Ἡ συγκέντρωσις θά λάβη χώραν εἰς τόν Ἱερόν Ναόν τοῦ Εὐαγγελισμοῦ. (500, 675, 708, 733)
novel-paragraph: Είχε τόσα πολλά να σκεφθή και τόσα λίγα πράγματα να κάνη. Ένοιωθε τόν εαυτό της μόνον και χωρίς κανένα στήριγμα. Ήθελε νά φύγη, νά φύγη μακρυά, εκεί πού κανένας δέν θα τή γνώριζε και δεν θα ρωτούσε τίποτα. (292, 909, 490, 1025)
worker-row (716, 879, 976, 893)
pharmacy-left (724, 1290, 976, 1471)
worker-row-label: Βασίλειος Μ. Καραγιάννης (716, 893, 868, 907)
cinema-entry: ΡΑΝΤΙΟ — Τηλ. 30242 (292, 282, 424, 295)
small-ads-paragraph: ΖΗΤΕΙΤΑΙ ἐκπαιδευτής ἐπί τῆς μουσικῆς. Πληροφορίαι εἰς τό γραφεῖον τῆς ἐφημερίδος μας. ΖΗΤΕΙΤΑΙ δακτυλογράφος μέ γνῶσιν τῆς Ἑλληνικῆς. (500, 1389, 708, 1462)
column-social (500, 88, 708, 1599)
casino-text: καθώς καί ἡ τραγουδίστρια τοῦ Ἑλληνικοῦ λαϊκοῦ καί ἐλαφροῦ τραγουδιοῦ (1277, 1761, 1509, 1787)
cinema-entry: PIO — Τηλ. 29026 (292, 313, 399, 326)
social-paragraph: Συνεζήτησαν ὡς τό Υπουργεῖον ἐπί ζητήσει τῆς Κυβερνήσεως σύμβασιν, οἱ όποιοι προσέθεντο να διεξαγάγουν εἰς τήν Ἑλλάδα. (500, 241, 708, 299)
cinema-entry: ΜΕΤΡΟ — Τηλ. 22850 (86, 282, 215, 295)
cyprus-left (1255, 376, 1389, 758)
sports-subhead: Ἔληξαν οἱ Πανάραβικοί ἀγῶνες (1280, 821, 1506, 860)
chronicles-paragraph: — Τό Υπουργεῖον Στεγάσεως καί Δημοσίων Έργων απεφάσισε τήν ἀνέγερσιν νέων κατοικιῶν εἰς τήν περιοχήν τῆς Ἀλεξανδρείας. — Αἱ ἀπογραφαί τοῦ πληθυσμοῦ συνεχίζονται. (500, 978, 708, 1066)
pound-price-row (984, 1401, 1237, 1415)
worker-row (984, 949, 1245, 963)
workers-subhead: Ἀπό τά Γραφεῖα τοῦ Σταθμοῦ Ραμλίου μεταξύ 12 — 2 μ.μ. ΜΟΝΟΝ ΚΑΘΗΜΕΡΙΝΩΣ (723, 794, 1238, 827)
sports-subsection-title: ΠΟΔΟΣΦΑΙΡΙΚΑ (1416, 865, 1512, 879)
english-academy-text: Γονεῖς! ἐγγράψατε τά τέκνα σας εἰς τό ENGLISH ACADEMY. Πλήρεις τάξεις. Διδασκαλία τῆς Ἀγγλικῆς καί τῆς Ἑλληνικῆς γλώσσης. (508, 1200, 700, 1273)
radio-item: 16.30 Κλασσική μουσική (292, 442, 426, 455)
sports-paragraph: Ἄρχισαν χθές τό βράδυ εἰς τό Στάδιον τῆς Ἀλεξάνδρειας αἱ προπονήσεις τῶν ὁμάδων. (1397, 1457, 1531, 1530)
worker-row (716, 949, 976, 963)
novel-paragraph: — Πρόσεξε... τής είπε επί τέλους. Δέν υπάρχει ανάγκη νά ἀνησυχήσης γιά μένα. Κατάλαβες; Εμένα ένα θά κάνω τήν προσπάθεια. Ξέρω τί πρέπει νά κάνω. Θά πάω νά τον βρώ. Δέν ύπάρχει λόγος νά φοβᾶσαι. Τό μόνο πού θέλω είναι νά ξέρω ότι είσαι καλά και ότι δέν θά άφήσης τον εαυτό σου. (86, 804, 284, 950)
pound-price-row (984, 1415, 1237, 1429)
radio-item: 22.00 Διάνοια ἀπό όλον τόν κόσμο (292, 633, 480, 646)
worker-row-value: 8524 (945, 1005, 976, 1019)
worker-row (716, 991, 976, 1005)
novel-name: « Σ Υ Λ Β Ι Α » (164, 744, 412, 780)
chronicles-title: ΤΑ ΧΡΟΝΙΚΑ ΤΗΣ ΗΜΕΡΑΣ (500, 817, 708, 881)
worker-row-label: Θεόδωρος Σωτήριος Νίρκος (716, 879, 872, 893)
novel-paragraph: Είχε τόσα πολλά να σκεφθή και τόσα λίγα πράγματα να κάνη. Ένοιωθε τόν εαυτό της μόνον και χωρίς κανένα στήριγμα. Ήθελε νά φύγη, νά φύγη μακρυά, εκεί πού κανένας δέν θα τή γνώριζε και δεν θα ρωτούσε τίποτα. (292, 1385, 490, 1501)
charity-body (716, 1071, 1245, 1222)
australia-title: ΤΟ Α' ΤΡΙΜΗΝΟΝ ΤΟΥ 1961 (1397, 88, 1531, 114)
radio-item: 22.30 Νέδε τραγούδια (292, 646, 411, 659)
pound-price-row-label: Λίρα χρυσή Ἐλβ. φρ. (984, 1457, 1099, 1471)
worker-row-value: 8511 (945, 935, 976, 949)
cyprus-body (1255, 376, 1531, 758)
pound-price-row (984, 1387, 1237, 1401)
cinema-entry: MORGAN THE PIRATE (86, 295, 210, 308)
worker-row-value: 8416 (945, 865, 976, 879)
worker-row-label: Νικόλαος Θωμά Θεμιδης (716, 963, 855, 977)
cinema-entry: ΛΟΥΝΑ ΠΑΡΚ — Τηλ. 73938 (86, 238, 252, 251)
